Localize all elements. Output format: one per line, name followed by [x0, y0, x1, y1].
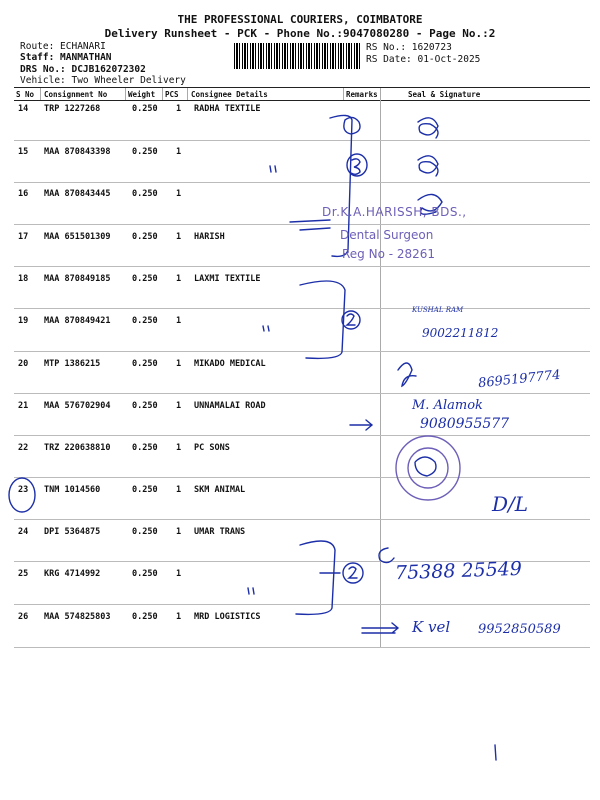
row-sno: 25: [18, 569, 29, 579]
row-consignee: HARISH: [194, 232, 225, 242]
row-pcs: 1: [176, 359, 182, 369]
stray-mark: [495, 745, 496, 760]
pointer-mark: [290, 220, 330, 230]
route-label: Route: ECHANARI: [20, 41, 106, 52]
row-consignee: SKM ANIMAL: [194, 485, 246, 495]
drs-number: DRS No.: DCJB162072302: [20, 64, 146, 75]
bracket-mark: [300, 281, 345, 358]
row-consignment: DPI 5364875: [44, 527, 101, 537]
row-weight: 0.250: [132, 104, 158, 114]
handwritten-phone: 9080955577: [420, 416, 510, 432]
row-weight: 0.250: [132, 274, 158, 284]
row-consignee: MIKADO MEDICAL: [194, 359, 266, 369]
handwritten-name: KUSHAL RAM: [412, 306, 464, 314]
row-sno: 16: [18, 189, 29, 199]
row-pcs: 1: [176, 274, 182, 284]
col-header-sno: S No: [16, 90, 35, 99]
row-pcs: 1: [176, 443, 182, 453]
col-header-consignee: Consignee Details: [191, 90, 268, 99]
arrow-mark: [350, 420, 372, 430]
row-sno: 19: [18, 316, 29, 326]
row-pcs: 1: [176, 232, 182, 242]
row-weight: 0.250: [132, 316, 158, 326]
staff-label: Staff: MANMATHAN: [20, 52, 112, 63]
row-pcs: 1: [176, 401, 182, 411]
signature-mark: [418, 118, 438, 138]
handwritten-phone: 8695197774: [477, 367, 562, 392]
rs-date: RS Date: 01-Oct-2025: [366, 54, 481, 65]
signature-mark: [418, 156, 438, 176]
col-header-pcs: PCS: [165, 90, 179, 99]
row-sno: 20: [18, 359, 29, 369]
row-sno: 18: [18, 274, 29, 284]
row-consignee: MRD LOGISTICS: [194, 612, 261, 622]
row-consignment: MAA 651501309: [44, 232, 111, 242]
stamp-line: Reg No - 28261: [342, 247, 436, 261]
row-sno: 26: [18, 612, 29, 622]
row-sno: 15: [18, 147, 29, 157]
handwritten-dl: D/L: [492, 492, 529, 516]
row-sno: 23: [18, 485, 29, 495]
handwritten-phone: 9002211812: [422, 326, 499, 340]
row-pcs: 1: [176, 612, 182, 622]
signature-mark: [379, 548, 394, 563]
handwritten-name: K vel: [412, 618, 451, 636]
stamp-line: Dental Surgeon: [340, 228, 434, 242]
row-consignment: TRP 1227268: [44, 104, 101, 114]
row-consignment: MTP 1386215: [44, 359, 101, 369]
company-seal: [396, 436, 460, 500]
row-sno: 21: [18, 401, 29, 411]
row-pcs: 1: [176, 189, 182, 199]
col-header-seal: Seal & Signature: [408, 90, 481, 99]
circled-mark: [9, 478, 35, 512]
arrow-mark: [362, 623, 398, 633]
handwritten-name: M. Alamok: [412, 398, 483, 413]
row-pcs: 1: [176, 485, 182, 495]
row-consignee: RADHA TEXTILE: [194, 104, 261, 114]
runsheet-title: Delivery Runsheet - PCK - Phone No.:9047080280 - Page No.:2: [104, 27, 496, 40]
row-consignment: KRG 4714992: [44, 569, 101, 579]
handwritten-phone: 9952850589: [478, 622, 561, 637]
col-header-consignment: Consignment No: [44, 90, 108, 99]
row-consignment: MAA 870843398: [44, 147, 111, 157]
rs-number: RS No.: 1620723: [366, 42, 452, 53]
row-consignee: UNNAMALAI ROAD: [194, 401, 266, 411]
signature-mark: [398, 363, 416, 386]
row-consignee: LAXMI TEXTILE: [194, 274, 261, 284]
row-weight: 0.250: [132, 569, 158, 579]
row-consignment: MAA 870843445: [44, 189, 111, 199]
row-sno: 17: [18, 232, 29, 242]
row-weight: 0.250: [132, 232, 158, 242]
row-pcs: 1: [176, 104, 182, 114]
row-pcs: 1: [176, 527, 182, 537]
row-consignment: TNM 1014560: [44, 485, 101, 495]
row-weight: 0.250: [132, 189, 158, 199]
row-pcs: 1: [176, 569, 182, 579]
row-weight: 0.250: [132, 443, 158, 453]
stamp-line: Dr.K.A.HARISSH, BDS.,: [322, 205, 467, 219]
row-weight: 0.250: [132, 527, 158, 537]
row-weight: 0.250: [132, 485, 158, 495]
row-pcs: 1: [176, 316, 182, 326]
col-header-weight: Weight: [128, 90, 156, 99]
row-consignment: MAA 870849421: [44, 316, 111, 326]
row-sno: 24: [18, 527, 29, 537]
row-consignment: MAA 870849185: [44, 274, 111, 284]
bracket-mark: [296, 541, 335, 614]
row-weight: 0.250: [132, 401, 158, 411]
row-consignment: TRZ 220638810: [44, 443, 111, 453]
row-sno: 14: [18, 104, 29, 114]
company-title: THE PROFESSIONAL COURIERS, COIMBATORE: [177, 13, 423, 26]
row-weight: 0.250: [132, 359, 158, 369]
col-header-remarks: Remarks: [346, 90, 378, 99]
handwritten-phone: 75388 25549: [394, 557, 523, 585]
row-weight: 0.250: [132, 147, 158, 157]
row-consignee: PC SONS: [194, 443, 230, 453]
vehicle-label: Vehicle: Two Wheeler Delivery: [20, 75, 186, 86]
row-consignment: MAA 576702904: [44, 401, 111, 411]
row-weight: 0.250: [132, 612, 158, 622]
row-pcs: 1: [176, 147, 182, 157]
row-sno: 22: [18, 443, 29, 453]
row-consignee: UMAR TRANS: [194, 527, 246, 537]
row-consignment: MAA 574825803: [44, 612, 111, 622]
